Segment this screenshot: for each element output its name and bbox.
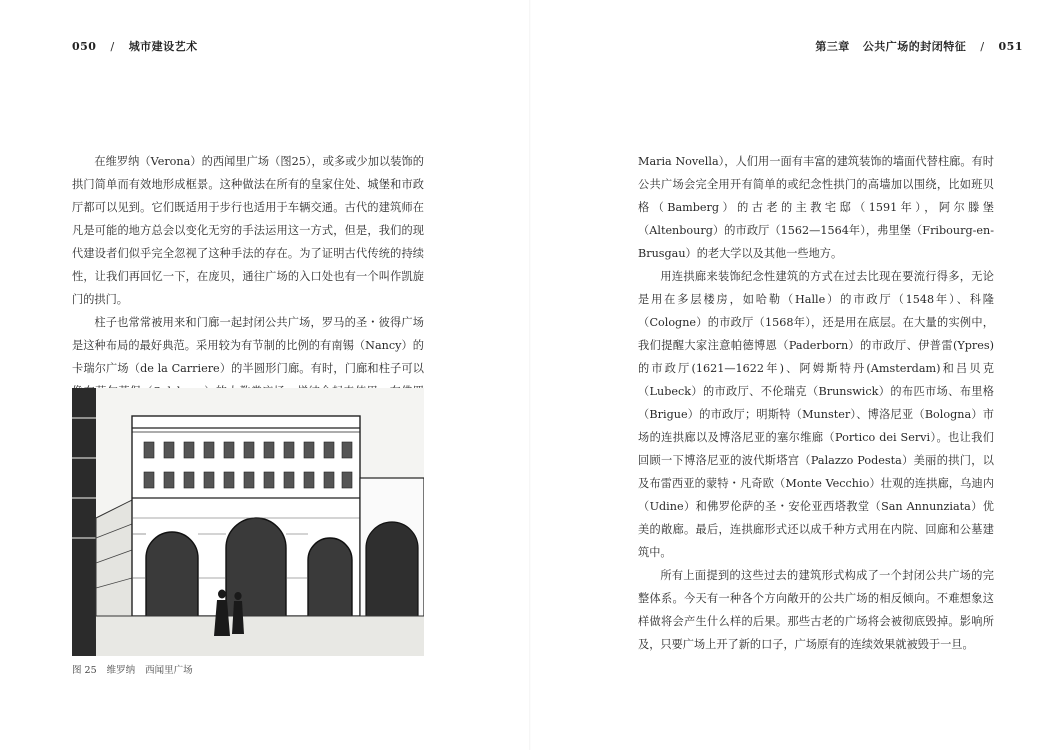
paragraph: 所有上面提到的这些过去的建筑形式构成了一个封闭公共广场的完整体系。今天有一种各个方向敞开的公共广场的相反倾向。不难想象这样做将会产生什么样的后果。那些古老的广场将会被彻底毁掉。影响所及，只要广场上开了新的口子，广场原有的连续效果就被毁于一旦。 xyxy=(638,569,994,651)
header-separator: / xyxy=(110,40,115,53)
paragraph: 在维罗纳（Verona）的西闻里广场（图25），或多或少加以装饰的拱门简单而有效地形成框景。这种做法在所有的皇家住处、城堡和市政厅都可以见到。它们既适用于步行也适用于车辆交通。古代的建筑师在凡是可能的地方总会以变化无穷的手法运用这一方式，但是，我们的现代建设者们似乎完全忽视了这种手法的存在。为了证明古代传统的持续性，让我们再回忆一下，在庞贝，通往广场的入口处也有一个叫作凯旋门的拱门。 xyxy=(72,155,424,306)
chapter-label: 第三章 xyxy=(815,40,850,53)
figure-number: 图 25 xyxy=(72,665,97,676)
continued-paragraph: Maria Novella），人们用一面有丰富的建筑装饰的墙面代替柱廊。有时公共广场会完全用开有简单的或纪念性拱门的高墙加以围绕，比如班贝格（Bamberg）的古老的主教宅邸（1591年），阿尔滕堡（Altenbourg）的市政厅（1562—1564年），弗里堡（Fribourg-en-Brusgau）的老大学以及其他一些地方。 xyxy=(638,155,994,260)
left-page-number: 050 xyxy=(72,40,97,53)
left-running-header xyxy=(72,38,198,54)
header-separator: / xyxy=(980,40,985,53)
left-page xyxy=(0,0,530,750)
figure-caption xyxy=(72,662,193,676)
figure-name: 西闻里广场 xyxy=(145,665,193,676)
right-body-text xyxy=(638,150,994,656)
chapter-title: 公共广场的封闭特征 xyxy=(862,40,967,53)
right-page xyxy=(530,0,1061,750)
figure-25-illustration xyxy=(72,388,424,656)
arcade-sketch xyxy=(72,388,424,656)
right-page-number: 051 xyxy=(998,40,1023,53)
left-body-text xyxy=(72,150,424,426)
right-running-header xyxy=(815,38,1023,54)
book-title: 城市建设艺术 xyxy=(128,40,198,53)
paragraph: 柱子也常常被用来和门廊一起封闭公共广场，罗马的圣・彼得广场是这种布局的最好典范。采用较为有节制的比例的有南锡（Nancy）的卡瑞尔广场（de la Carriere）的半圆形门廊。有时，门廊和柱子可以 xyxy=(72,316,424,375)
figure-place: 维罗纳 xyxy=(106,665,136,676)
paragraph: 用连拱廊来装饰纪念性建筑的方式在过去比现在要流行得多，无论是用在多层楼房，如哈勒（Halle）的市政厅（1548年）、科隆（Cologne）的市政厅（1568年），还是用在底层。在大量的实例中，我们提醒大家注意帕德博恩（Paderborn）的市政厅、伊普雷(Ypres)的市政厅(1621—1622年)、阿姆斯特丹(Amsterdam)和吕贝克（Lubeck）的市政厅、不伦瑞克（Brunswick）的布匹市场、布里格（Brigue）的市政厅；明斯特（Munster）、博洛尼亚（Bologna）市场的连拱廊以及博洛尼亚的塞尔维廊（Portico dei Servi）。也让我们回顾一下博洛尼亚的波代斯塔宫（Palazzo Podesta）美丽的拱门，以及布雷西亚的蒙特・凡奇欧（Monte Vecchio）壮观的连拱廊，乌迪内（Udine）和佛罗伦萨的圣・安伦亚西塔教堂（San Annunziata）优美的敞廊。最后，连拱廊形式还以成千种方式用在内院、回廊和公墓建筑中。 xyxy=(638,270,994,559)
